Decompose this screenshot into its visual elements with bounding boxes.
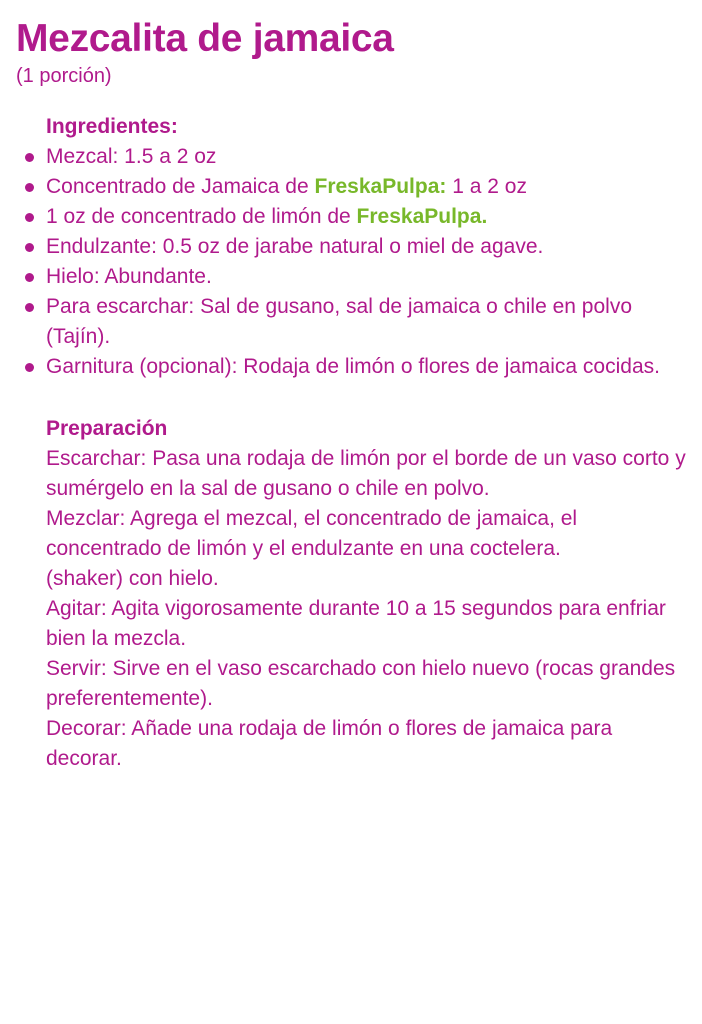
ingredient-item: [46, 292, 696, 352]
portion-note: (1 porción): [16, 65, 112, 87]
preparation-step: Servir: Sirve en el vaso escarchado con hielo nuevo (rocas grandes preferentemente).: [46, 657, 676, 710]
ingredient-text: Concentrado de Jamaica de: [46, 175, 315, 198]
ingredient-item: [46, 142, 696, 172]
preparation-section: [46, 414, 696, 774]
preparation-step: (shaker) con hielo.: [46, 567, 219, 590]
recipe-content: [46, 112, 696, 774]
recipe-title: Mezcalita de jamaica: [16, 17, 394, 60]
preparation-heading: Preparación: [46, 417, 168, 440]
ingredient-text: 1 a 2 oz: [446, 175, 527, 198]
preparation-step: Agitar: Agita vigorosamente durante 10 a 15 segundos para enfriar bien la mezcla.: [46, 597, 666, 650]
ingredients-section: [46, 112, 696, 382]
ingredients-list: [46, 142, 696, 382]
ingredient-item: [46, 262, 696, 292]
bullet-dot-icon: [25, 363, 34, 372]
ingredient-text: Endulzante: 0.5 oz de jarabe natural o miel de agave.: [46, 235, 544, 258]
ingredients-heading: Ingredientes:: [46, 115, 178, 138]
ingredient-item: [46, 232, 696, 262]
ingredient-text: Mezcal: 1.5 a 2 oz: [46, 145, 217, 168]
bullet-dot-icon: [25, 183, 34, 192]
ingredient-text: Para escarchar: Sal de gusano, sal de jamaica o chile en polvo (Tajín).: [46, 295, 633, 348]
preparation-step: Mezclar: Agrega el mezcal, el concentrado de jamaica, el concentrado de limón y el endulzante en una coctelera.: [46, 507, 578, 560]
bullet-dot-icon: [25, 273, 34, 282]
ingredient-item: [46, 172, 696, 202]
ingredient-text: Hielo: Abundante.: [46, 265, 212, 288]
brand-name: FreskaPulpa:: [314, 175, 447, 198]
section-spacer: [46, 382, 696, 414]
bullet-dot-icon: [25, 303, 34, 312]
ingredient-item: [46, 352, 696, 382]
preparation-step: Escarchar: Pasa una rodaja de limón por el borde de un vaso corto y sumérgelo en la sal de gusano o chile en polvo.: [46, 447, 686, 500]
bullet-dot-icon: [25, 153, 34, 162]
bullet-dot-icon: [25, 213, 34, 222]
preparation-step: Decorar: Añade una rodaja de limón o flores de jamaica para decorar.: [46, 717, 613, 770]
bullet-dot-icon: [25, 243, 34, 252]
ingredient-item: [46, 202, 696, 232]
ingredient-text: 1 oz de concentrado de limón de: [46, 205, 357, 228]
brand-name: FreskaPulpa.: [356, 205, 488, 228]
ingredient-text: Garnitura (opcional): Rodaja de limón o flores de jamaica cocidas.: [46, 355, 660, 378]
